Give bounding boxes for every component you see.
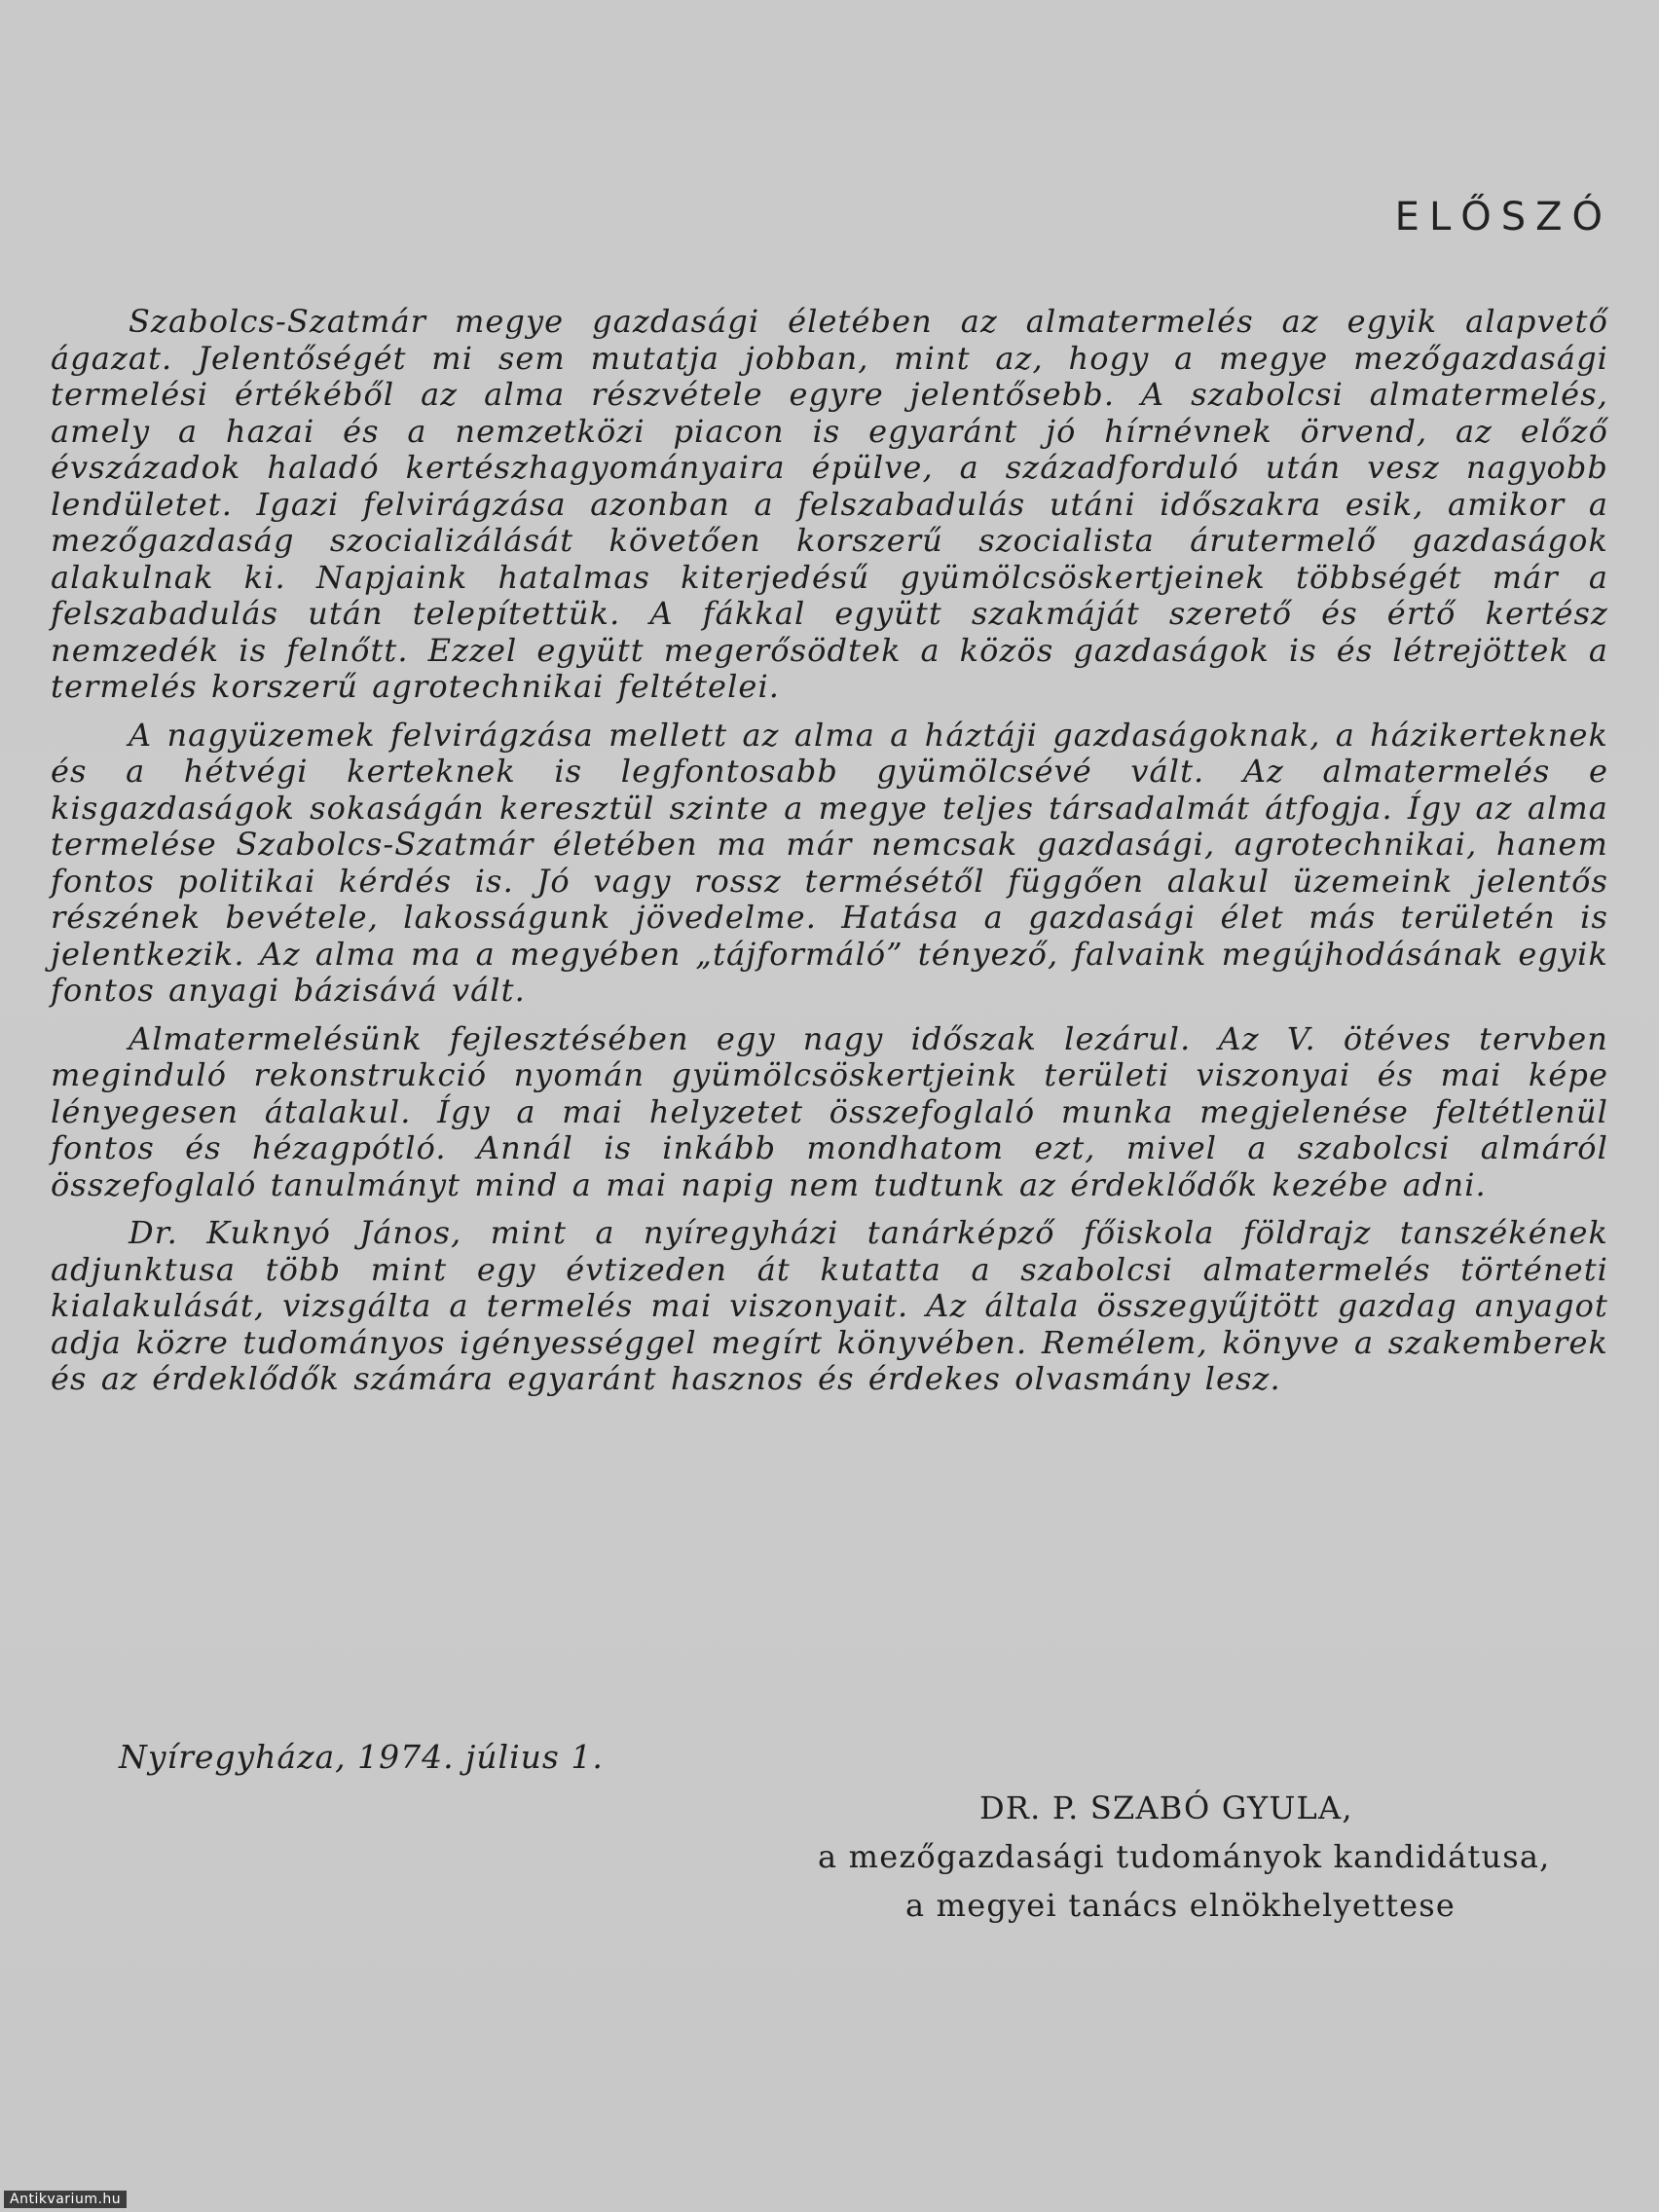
page-title: ELŐSZÓ bbox=[1394, 195, 1612, 240]
signature-title: a mezőgazdasági tudományok kandidátusa, bbox=[818, 1838, 1551, 1875]
paragraph-2: A nagyüzemek felvirágzása mellett az alma a háztáji gazdaságoknak, a házikerteknek és a hétvégi kerteknek is legfontosabb gyümölcsévé vált. Az almatermelés e kisgazdaságok sokaságán keresztül szinte a megye teljes társadalmát átfogja. Így az alma termelése Szabolcs-Szatmár életében ma már nemcsak gazdasági, agrotechnikai, hanem fontos politikai kérdés is. Jó vagy rossz termésétől függően alakul üzemeink jelentős részének bevétele, lakosságunk jövedelme. Hatása a gazdasági élet más területén is jelentkezik. Az alma ma a megyében „tájformáló” tényező, falvaink megújhodásának egyik fontos anyagi bázisává vált. bbox=[51, 716, 1608, 1009]
paragraph-4: Dr. Kuknyó János, mint a nyíregyházi tanárképző főiskola földrajz tanszékének adjunktusa több mint egy évtizeden át kutatta a szabolcsi almatermelés történeti kialakulását, vizsgálta a termelés mai viszonyait. Az általa összegyűjtött gazdag anyagot adja közre tudományos igényességgel megírt könyvében. Remélem, könyve a szakemberek és az érdeklődők számára egyaránt hasznos és érdekes olvasmány lesz. bbox=[51, 1214, 1608, 1397]
dateline: Nyíregyháza, 1974. július 1. bbox=[119, 1738, 604, 1776]
paragraph-3: Almatermelésünk fejlesztésében egy nagy időszak lezárul. Az V. ötéves tervben meginduló rekonstrukció nyomán gyümölcsöskertjeink területi viszonyai és mai képe lényegesen átalakul. Így a mai helyzetet összefoglaló munka megjelenése feltétlenül fontos és hézagpótló. Annál is inkább mondhatom ezt, mivel a szabolcsi almáról összefoglaló tanulmányt mind a mai napig nem tudtunk az érdeklődők kezébe adni. bbox=[51, 1019, 1608, 1203]
foreword-body bbox=[51, 304, 1608, 1410]
signature-block bbox=[798, 1784, 1606, 1930]
watermark: Antikvarium.hu bbox=[4, 2191, 127, 2208]
paragraph-1: Szabolcs-Szatmár megye gazdasági életében az almatermelés az egyik alapvető ágazat. Jelentőségét mi sem mutatja jobban, mint az, hogy a megye mezőgazdasági termelési értékéből az alma részvétele egyre jelentősebb. A szabolcsi almatermelés, amely a hazai és a nemzetközi piacon is egyaránt jó hírnévnek örvend, az előző évszázadok haladó kertészhagyományaira épülve, a századforduló után vesz nagyobb lendületet. Igazi felvirágzása azonban a felszabadulás utáni időszakra esik, amikor a mezőgazdaság szocializálását követően korszerű szocialista árutermelő gazdaságok alakulnak ki. Napjaink hatalmas kiterjedésű gyümölcsöskertjeinek többségét már a felszabadulás után telepítettük. A fákkal együtt szakmáját szerető és értő kertész nemzedék is felnőtt. Ezzel együtt megerősödtek a közös gazdaságok is és létrejöttek a termelés korszerű agrotechnikai feltételei. bbox=[51, 303, 1608, 705]
signature-name: DR. P. SZABÓ GYULA, bbox=[979, 1789, 1353, 1826]
signature-role: a megyei tanács elnökhelyettese bbox=[905, 1887, 1456, 1924]
